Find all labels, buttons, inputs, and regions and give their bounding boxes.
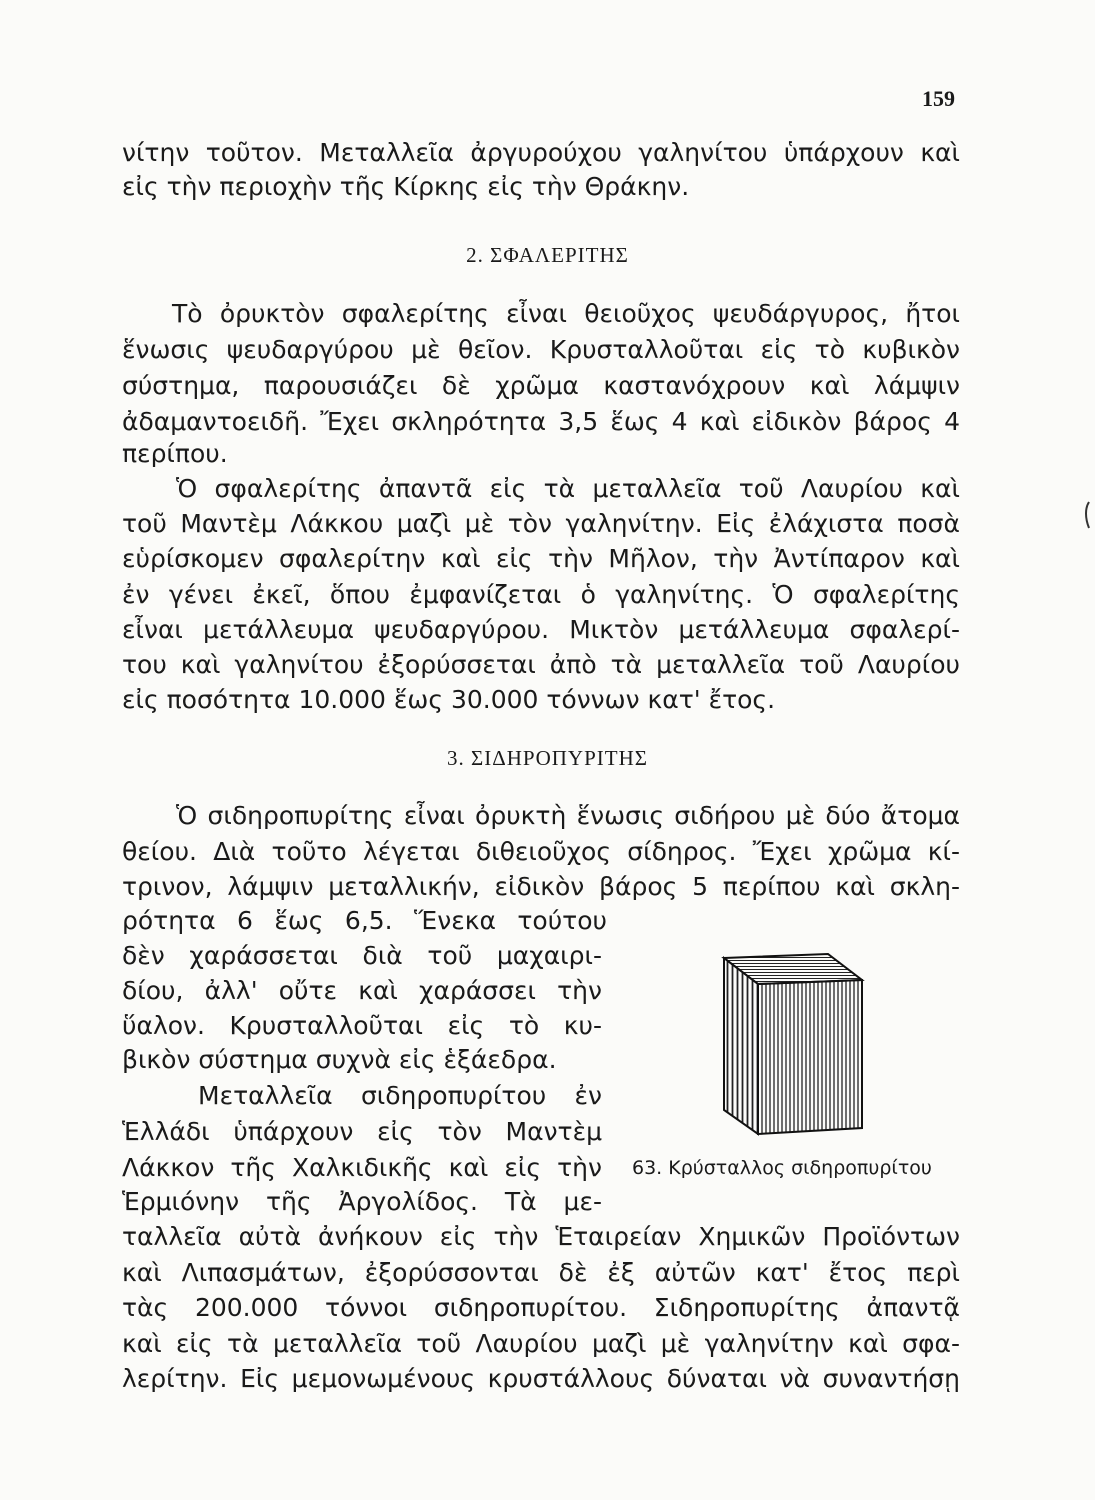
text-line: Ὁ σιδηροπυρίτης εἶναι ὀρυκτὴ ἕνωσις σιδήρου μὲ δύο ἄτομα (176, 801, 960, 830)
text-line: εἰς ποσότητα 10.000 ἕως 30.000 τόννων κατ' ἔτος. (122, 685, 776, 714)
pyrite-crystal-figure (720, 950, 870, 1140)
figure-caption: 63. Κρύσταλλος σιδηροπυρίτου (632, 1157, 932, 1179)
text-line: Ὁ σφαλερίτης ἀπαντᾶ εἰς τὰ μεταλλεῖα τοῦ Λαυρίου καὶ (176, 474, 960, 503)
page-number: 159 (922, 86, 955, 111)
text-line: σύστημα, παρουσιάζει δὲ χρῶμα καστανόχρουν καὶ λάμψιν (122, 371, 960, 400)
text-line: Ἑλλάδι ὑπάρχουν εἰς τὸν Μαντὲμ (122, 1117, 602, 1146)
text-line: ἕνωσις ψευδαργύρου μὲ θεῖον. Κρυσταλλοῦται εἰς τὸ κυβικὸν (122, 335, 960, 364)
text-line: ἐν γένει ἐκεῖ, ὅπου ἐμφανίζεται ὁ γαληνίτης. Ὁ σφαλερίτης (122, 580, 960, 609)
text-line: εὑρίσκομεν σφαλερίτην καὶ εἰς τὴν Μῆλον, τὴν Ἀντίπαρον καὶ (122, 544, 960, 573)
text-line: νίτην τοῦτον. Μεταλλεῖα ἀργυρούχου γαληνίτου ὑπάρχουν καὶ (122, 138, 960, 167)
text-line: του καὶ γαληνίτου ἐξορύσσεται ἀπὸ τὰ μεταλλεῖα τοῦ Λαυρίου (122, 650, 960, 679)
text-line: καὶ εἰς τὰ μεταλλεῖα τοῦ Λαυρίου μαζὶ μὲ γαληνίτην καὶ σφα- (122, 1329, 960, 1358)
text-line: ἀδαμαντοειδῆ. Ἔχει σκληρότητα 3,5 ἕως 4 καὶ εἰδικὸν βάρος 4 (122, 407, 960, 436)
text-line: δίου, ἀλλ' οὔτε καὶ χαράσσει τὴν (122, 976, 602, 1005)
text-line: Τὸ ὀρυκτὸν σφαλερίτης εἶναι θειοῦχος ψευδάργυρος, ἤτοι (172, 299, 960, 328)
text-line: Λάκκον τῆς Χαλκιδικῆς καὶ εἰς τὴν (122, 1153, 602, 1182)
text-line: δὲν χαράσσεται διὰ τοῦ μαχαιρι- (122, 941, 602, 970)
text-line: θείου. Διὰ τοῦτο λέγεται διθειοῦχος σίδηρος. Ἔχει χρῶμα κί- (122, 837, 960, 866)
text-line: τρινον, λάμψιν μεταλλικήν, εἰδικὸν βάρος 5 περίπου καὶ σκλη- (122, 872, 960, 901)
text-line: λερίτην. Εἰς μεμονωμένους κρυστάλλους δύναται νὰ συναντήσῃ (122, 1364, 960, 1393)
text-line: περίπου. (122, 439, 228, 468)
text-line: καὶ Λιπασμάτων, ἐξορύσσονται δὲ ἐξ αὐτῶν κατ' ἔτος περὶ (122, 1258, 960, 1287)
scan-edge-mark (1083, 500, 1093, 530)
text-line: βικὸν σύστημα συχνὰ εἰς ἑξάεδρα. (122, 1045, 557, 1074)
text-line: ρότητα 6 ἕως 6,5. Ἕνεκα τούτου (122, 906, 607, 935)
text-line: εἶναι μετάλλευμα ψευδαργύρου. Μικτὸν μετάλλευμα σφαλερί- (122, 615, 960, 644)
section-heading-sphalerite: 2. ΣΦΑΛΕΡΙΤΗΣ (466, 243, 629, 267)
section-heading-pyrite: 3. ΣΙΔΗΡΟΠΥΡΙΤΗΣ (447, 746, 648, 770)
text-line: τὰς 200.000 τόννοι σιδηροπυρίτου. Σιδηροπυρίτης ἀπαντᾷ (122, 1293, 960, 1322)
text-line: εἰς τὴν περιοχὴν τῆς Κίρκης εἰς τὴν Θράκην. (122, 172, 690, 201)
text-line: Μεταλλεῖα σιδηροπυρίτου ἐν (198, 1081, 602, 1110)
text-line: ταλλεῖα αὐτὰ ἀνήκουν εἰς τὴν Ἑταιρείαν Χημικῶν Προϊόντων (122, 1222, 960, 1251)
text-line: τοῦ Μαντὲμ Λάκκου μαζὶ μὲ τὸν γαληνίτην. Εἰς ἐλάχιστα ποσὰ (122, 509, 960, 538)
text-line: ὕαλον. Κρυσταλλοῦται εἰς τὸ κυ- (122, 1011, 602, 1040)
text-line: Ἑρμιόνην τῆς Ἀργολίδος. Τὰ με- (122, 1187, 602, 1216)
